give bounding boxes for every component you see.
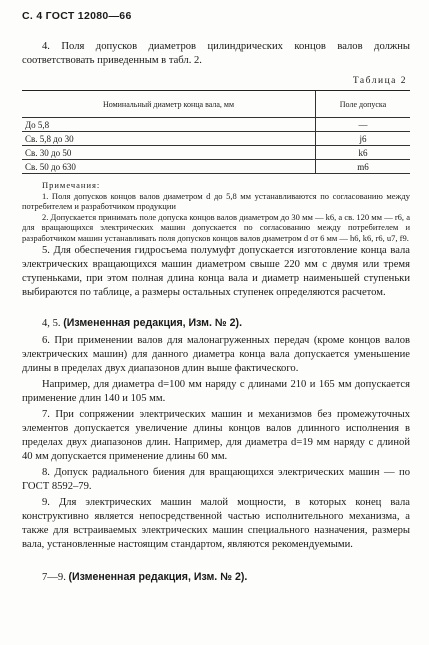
paragraph-7: 7. При сопряжении электрических машин и механизмов без промежуточных элементов допускается увеличение длины концов валов длинного исполнения в пределах двух диапазонов длин. Например, для диаметра d=19 мм наряду с длиной 40 мм допускается применение длины 60 мм. [22,409,410,462]
table-row [22,132,410,146]
table-cell-diameter: Св. 50 до 630 [22,160,316,174]
table-header-diameter: Номинальный диаметр конца вала, мм [22,91,316,118]
table-header-row [22,91,410,118]
table-cell-tolerance: m6 [316,160,411,174]
table-header-tolerance: Поле допуска [316,91,411,118]
paragraph-8: 8. Допуск радиального биения для вращающихся электрических машин — по ГОСТ 8592–79. [22,467,410,492]
amendment-number: 7—9. [42,572,66,583]
paragraph-9: 9. Для электрических машин малой мощности, в которых конец вала конструктивно является непосредственной частью исполнительного механизма, а также для встраиваемых электрических машин специального назначения, размеры вала, установленные настоящим стандартом, являются рекомендуемыми. [22,497,410,550]
table-notes [22,180,410,243]
paragraph-5: 5. Для обеспечения гидросъема полумуфт допускается изготовление конца вала электрических вращающихся машин диаметром свыше 220 мм с двумя или тремя ступеньками, при этом полная длина конца вала и диаметр наименьшей ступеньки выбираются по таблице, а размеры остальных ступенек определяются расчетом. [22,245,410,298]
paragraph-4: 4. Поля допусков диаметров цилиндрических концов валов должны соответствовать приведенным в табл. 2. [22,41,410,66]
amendment-number: 4, 5. [42,318,61,329]
table-cell-diameter: До 5,8 [22,118,316,132]
amendment-7-9 [22,570,410,585]
table-cell-diameter: Св. 5,8 до 30 [22,132,316,146]
table-cell-tolerance: j6 [316,132,411,146]
notes-title: Примечания: [42,180,101,190]
table-caption: Таблица 2 [352,76,407,86]
amendment-text: (Измененная редакция, Изм. № 2). [68,571,248,583]
paragraph-6: 6. При применении валов для малонагруженных передач (кроме концов валов электрических машин) для данного диаметра конца вала допускается уменьшение длины в пределах двух диапазонов длин выше фактического. [22,335,410,374]
table-cell-diameter: Св. 30 до 50 [22,146,316,160]
table-cell-tolerance: k6 [316,146,411,160]
note-1: 1. Поля допусков концов валов диаметром d до 5,8 мм устанавливаются по согласованию между потребителем и разработчиком продукции [22,190,410,211]
table-row [22,146,410,160]
table-row [22,118,410,132]
table-cell-tolerance: — [316,118,411,132]
tolerance-table [22,90,410,174]
amendment-4-5 [22,316,410,331]
amendment-text: (Измененная редакция, Изм. № 2). [63,317,243,329]
paragraph-6-example: Например, для диаметра d=100 мм наряду с длинами 210 и 165 мм допускается применение длин 140 и 105 мм. [22,379,410,404]
page-header: С. 4 ГОСТ 12080—66 [22,10,132,22]
note-2: 2. Допускается принимать поле допуска концов валов диаметром до 30 мм — k6, а св. 120 мм — r6, а для вращающихся электрических машин допускается по согласованию между потребителем и разработчиком машин устанавливать поля допусков концов валов диаметром d от 6 мм — h6, k6, r6, u7, f9. [22,211,410,243]
table-row [22,160,410,174]
